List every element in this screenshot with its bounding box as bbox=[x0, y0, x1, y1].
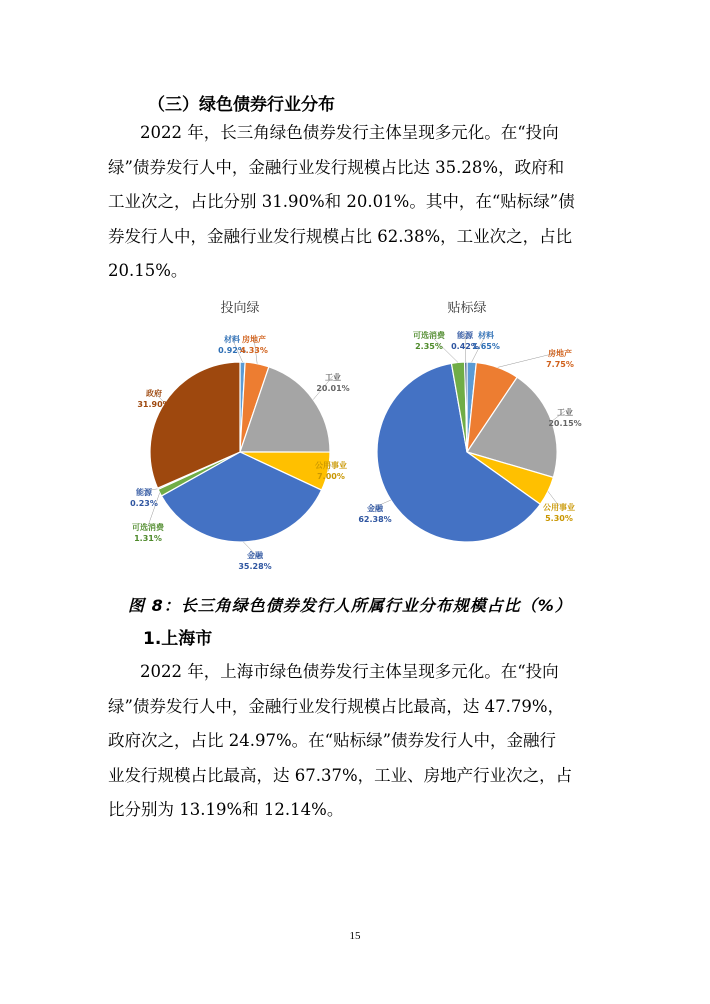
slice-name-label: 房地产 bbox=[242, 335, 266, 344]
slice-name-label: 能源 bbox=[457, 331, 473, 340]
paragraph-line: 业发行规模占比最高，达 67.37%，工业、房地产行业次之，占 bbox=[108, 765, 573, 785]
paragraph-line: 政府次之，占比 24.97%。在“贴标绿”债券发行人中，金融行 bbox=[108, 731, 557, 750]
paragraph-2 bbox=[108, 655, 608, 828]
leader-line bbox=[148, 493, 160, 526]
paragraph-line: 券发行人中，金融行业发行规模占比 62.38%，工业次之，占比 bbox=[108, 226, 573, 246]
slice-name-label: 材料 bbox=[478, 331, 494, 340]
pie-chart bbox=[130, 300, 350, 571]
slice-value-label: 35.28% bbox=[238, 562, 272, 571]
paragraph-line: 工业次之，占比分别 31.90%和 20.01%。其中，在“贴标绿”债 bbox=[108, 192, 575, 211]
slice-name-label: 可选消费 bbox=[413, 331, 445, 340]
paragraph-1 bbox=[108, 116, 608, 289]
slice-name-label: 公用事业 bbox=[315, 461, 347, 470]
paragraph-line: 比分别为 13.19%和 12.14%。 bbox=[108, 800, 344, 819]
paragraph-line: 20.15%。 bbox=[108, 261, 188, 280]
slice-name-label: 金融 bbox=[367, 504, 383, 513]
slice-name-label: 可选消费 bbox=[132, 523, 164, 532]
slice-value-label: 2.35% bbox=[415, 342, 443, 351]
slice-value-label: 5.30% bbox=[545, 514, 573, 523]
slice-value-label: 62.38% bbox=[358, 515, 392, 524]
slice-name-label: 工业 bbox=[325, 373, 341, 382]
slice-name-label: 政府 bbox=[146, 389, 162, 398]
slice-value-label: 20.15% bbox=[548, 419, 582, 428]
slice-value-label: 0.23% bbox=[130, 499, 158, 508]
chart-title: 投向绿 bbox=[220, 301, 260, 316]
slice-value-label: 1.65% bbox=[472, 342, 500, 351]
slice-value-label: 31.90% bbox=[137, 400, 171, 409]
paragraph-line: 绿”债券发行人中，金融行业发行规模占比最高，达 47.79%， bbox=[108, 696, 565, 716]
subsection-heading: 1.上海市 bbox=[143, 629, 213, 649]
slice-value-label: 4.33% bbox=[240, 346, 268, 355]
slice-value-label: 1.31% bbox=[134, 534, 162, 543]
slice-name-label: 工业 bbox=[557, 408, 573, 417]
paragraph-line: 2022 年，上海市绿色债券发行主体呈现多元化。在“投向 bbox=[140, 662, 559, 681]
slice-name-label: 公用事业 bbox=[543, 503, 575, 512]
slice-value-label: 0.92% bbox=[218, 346, 246, 355]
slice-name-label: 能源 bbox=[136, 488, 152, 497]
paragraph-line: 绿”债券发行人中，金融行业发行规模占比达 35.28%，政府和 bbox=[108, 157, 565, 177]
paragraph-line: 2022 年，长三角绿色债券发行主体呈现多元化。在“投向 bbox=[140, 123, 559, 142]
slice-value-label: 7.00% bbox=[317, 472, 345, 481]
slice-name-label: 金融 bbox=[247, 551, 263, 560]
chart-title: 贴标绿 bbox=[447, 301, 487, 316]
section-heading: （三）绿色债券行业分布 bbox=[148, 95, 335, 115]
slice-value-label: 20.01% bbox=[316, 384, 350, 393]
slice-name-label: 材料 bbox=[224, 335, 240, 344]
slice-value-label: 7.75% bbox=[546, 360, 574, 369]
page-number: 15 bbox=[349, 930, 361, 942]
pie-chart bbox=[358, 300, 581, 542]
slice-name-label: 房地产 bbox=[548, 349, 572, 358]
pie-charts bbox=[0, 290, 710, 580]
slice-value-label: 0.42% bbox=[451, 342, 479, 351]
figure-caption: 图 8：长三角绿色债券发行人所属行业分布规模占比（%） bbox=[128, 596, 572, 615]
